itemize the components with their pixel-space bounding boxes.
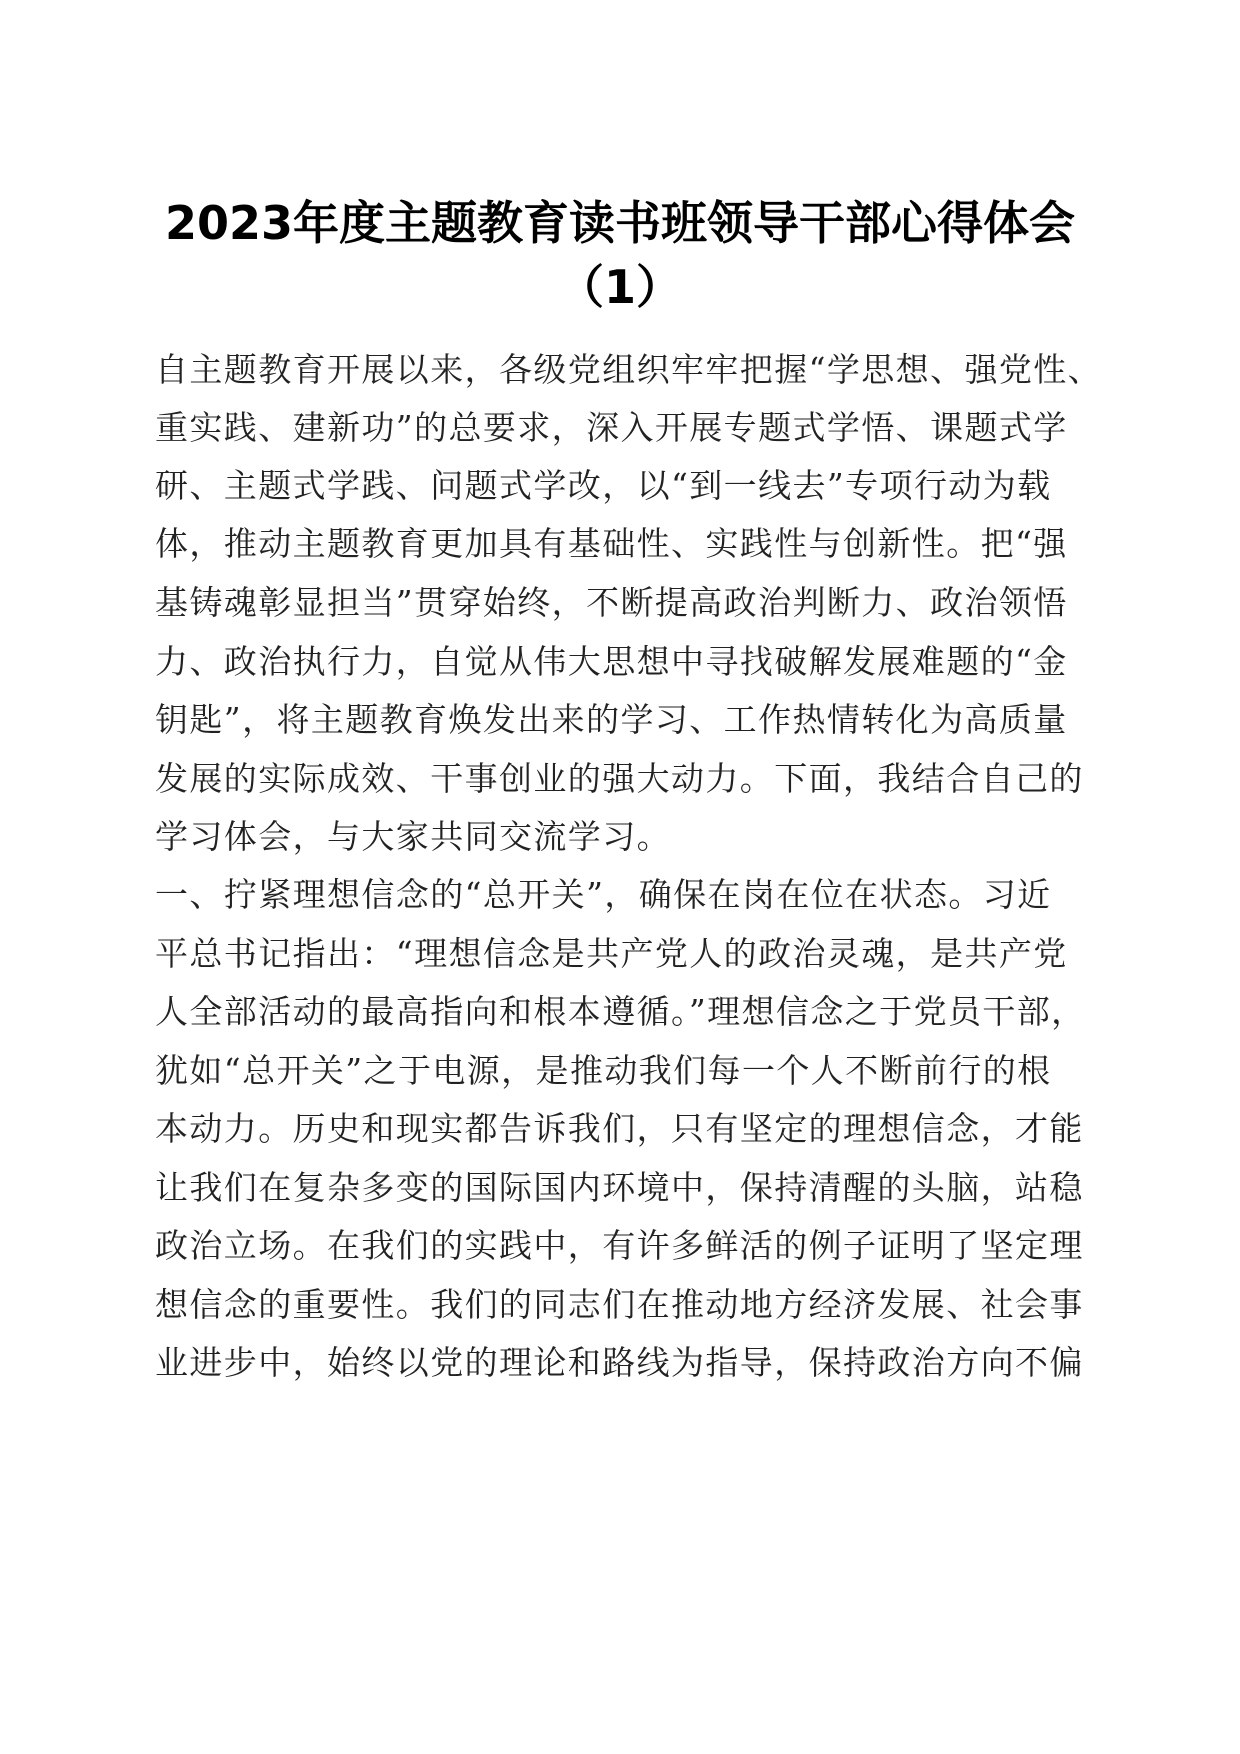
document-title-number: （1） [557, 260, 682, 314]
section-heading-line: 一、拧紧理想信念的“总开关”，确保在岗在位在状态。习近 [155, 875, 1052, 914]
body-text-line: 业进步中，始终以党的理论和路线为指导，保持政治方向不偏 [155, 1343, 1084, 1382]
body-text-line: 力、政治执行力，自觉从伟大思想中寻找破解发展难题的“金 [155, 642, 1068, 681]
body-text-line: 让我们在复杂多变的国际国内环境中，保持清醒的头脑，站稳 [155, 1168, 1084, 1207]
body-text-line: 重实践、建新功”的总要求，深入开展专题式学悟、课题式学 [155, 408, 1068, 447]
body-text-line: 平总书记指出：“理想信念是共产党人的政治灵魂，是共产党 [155, 934, 1068, 973]
body-text-line: 本动力。历史和现实都告诉我们，只有坚定的理想信念，才能 [155, 1109, 1084, 1148]
body-text-line: 人全部活动的最高指向和根本遵循。”理想信念之于党员干部， [155, 992, 1086, 1031]
body-text-line: 钥匙”，将主题教育焕发出来的学习、工作热情转化为高质量 [155, 700, 1068, 739]
body-text-line: 研、主题式学践、问题式学改，以“到一线去”专项行动为载 [155, 466, 1052, 505]
body-text-line: 发展的实际成效、干事创业的强大动力。下面，我结合自己的 [155, 759, 1084, 798]
document-title: 2023年度主题教育读书班领导干部心得体会 [164, 196, 1076, 250]
body-text-line: 政治立场。在我们的实践中，有许多鲜活的例子证明了坚定理 [155, 1226, 1084, 1265]
body-text-line: 犹如“总开关”之于电源，是推动我们每一个人不断前行的根 [155, 1051, 1052, 1090]
body-text-line: 自主题教育开展以来，各级党组织牢牢把握“学思想、强党性、 [155, 350, 1103, 389]
body-text-line: 学习体会，与大家共同交流学习。 [155, 817, 671, 856]
body-text-line: 想信念的重要性。我们的同志们在推动地方经济发展、社会事 [155, 1285, 1084, 1324]
body-text-line: 体，推动主题教育更加具有基础性、实践性与创新性。把“强 [155, 524, 1068, 563]
body-text-line: 基铸魂彰显担当”贯穿始终，不断提高政治判断力、政治领悟 [155, 583, 1068, 622]
